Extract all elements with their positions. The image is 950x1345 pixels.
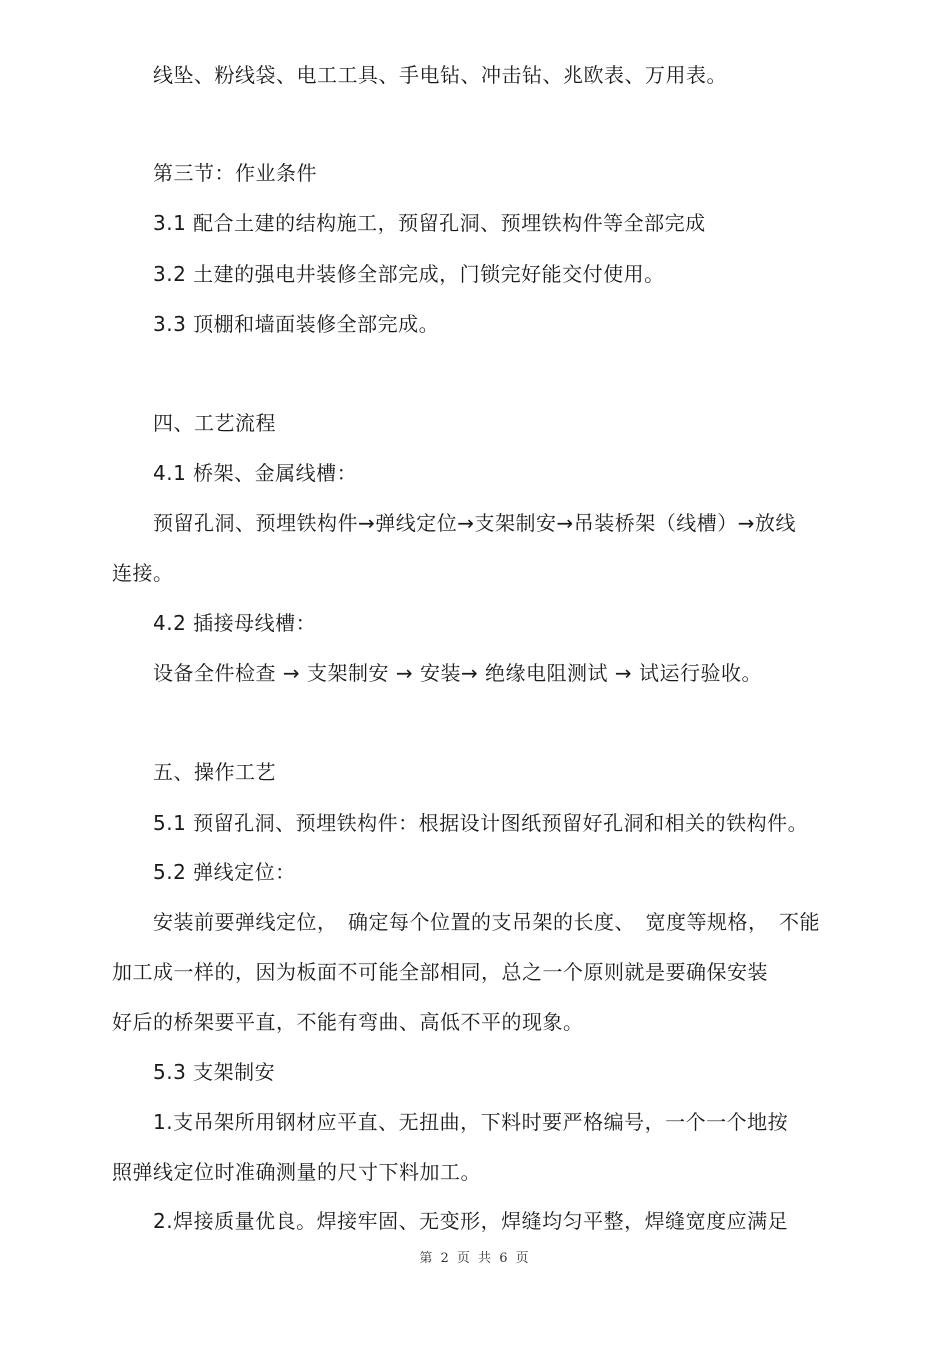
flow-line-4-2: 设备全件检查 → 支架制安 → 安装→ 绝缘电阻测试 → 试运行验收。 (153, 661, 763, 685)
paragraph-5-3-item-1: 1.支吊架所用钢材应平直、无扭曲，下料时要严格编号，一个一个地按 (153, 1110, 789, 1134)
tools-list-line: 线坠、粉线袋、电工工具、手电钻、冲击钻、兆欧表、万用表。 (153, 63, 727, 87)
section-heading-operation: 五、操作工艺 (153, 760, 276, 784)
section-heading-conditions: 第三节：作业条件 (153, 161, 317, 185)
paragraph-3-1: 3.1 配合土建的结构施工，预留孔洞、预埋铁构件等全部完成 (153, 211, 706, 235)
paragraph-4-2: 4.2 插接母线槽： (153, 611, 317, 635)
flow-line-4-1-continued: 连接。 (112, 561, 174, 585)
paragraph-5-2-body-1: 安装前要弹线定位， 确定每个位置的支吊架的长度、 宽度等规格， 不能 (153, 910, 820, 934)
paragraph-5-2: 5.2 弹线定位： (153, 860, 296, 884)
paragraph-5-2-body-2: 加工成一样的，因为板面不可能全部相同，总之一个原则就是要确保安装 (112, 960, 768, 984)
paragraph-5-3-item-2: 2.焊接质量优良。焊接牢固、无变形，焊缝均匀平整，焊缝宽度应满足 (153, 1209, 789, 1233)
paragraph-5-1: 5.1 预留孔洞、预埋铁构件：根据设计图纸预留好孔洞和相关的铁构件。 (153, 811, 809, 835)
paragraph-5-3: 5.3 支架制安 (153, 1060, 276, 1084)
paragraph-5-3-item-1-continued: 照弹线定位时准确测量的尺寸下料加工。 (112, 1160, 481, 1184)
page-footer: 第 2 页 共 6 页 (419, 1251, 531, 1266)
flow-line-4-1: 预留孔洞、预埋铁构件→弹线定位→支架制安→吊装桥架（线槽）→放线 (153, 511, 797, 535)
section-heading-process-flow: 四、工艺流程 (153, 411, 276, 435)
paragraph-3-2: 3.2 土建的强电井装修全部完成，门锁完好能交付使用。 (153, 262, 665, 286)
paragraph-4-1: 4.1 桥架、金属线槽： (153, 461, 358, 485)
paragraph-5-2-body-3: 好后的桥架要平直，不能有弯曲、高低不平的现象。 (112, 1010, 584, 1034)
paragraph-3-3: 3.3 顶棚和墙面装修全部完成。 (153, 312, 440, 336)
